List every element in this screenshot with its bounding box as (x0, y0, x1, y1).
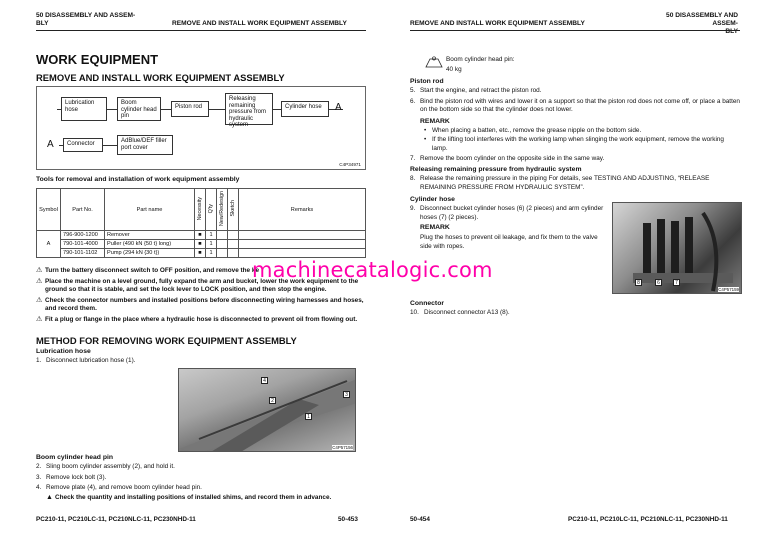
step-4: 4. Remove plate (4), and remove boom cylinder head pin. (36, 484, 202, 492)
col-sketch: Sketch (230, 200, 236, 217)
diagram-box-cylinder-hose: Cylinder hose (281, 101, 329, 117)
step-8: 8. Release the remaining pressure in the piping For details, see TESTING AND ADJUSTING, “RELEASE REMAINING PRESSURE FROM HYDRAULIC SYSTEM”. (410, 175, 710, 191)
step-5: 5. Start the engine, and retract the piston rod. (410, 87, 542, 94)
header-title: REMOVE AND INSTALL WORK EQUIPMENT ASSEMBLY (172, 20, 347, 27)
warning-item: ⚠ Fit a plug or flange in the place where a hydraulic hose is disconnected to prevent oil from flowing out. (36, 316, 358, 323)
warning-item: ⚠ Check the connector numbers and installed positions before disconnecting wiring harnesses and hoses, and record them. (36, 297, 364, 312)
diagram-box-piston-rod: Piston rod (171, 101, 209, 117)
photo-tag: 2 (269, 397, 276, 404)
diagram-box-connector: Connector (63, 138, 103, 152)
photo-tag: 1 (305, 413, 312, 420)
step-3: 3. Remove lock bolt (3). (36, 473, 107, 481)
photo-code: C4P57156 (332, 445, 353, 450)
footer-page-number: 50-453 (338, 516, 358, 523)
weight-value: 40 kg (446, 66, 462, 73)
footer-models: PC210-11, PC210LC-11, PC210NLC-11, PC230NHD-11 (568, 516, 728, 523)
list-item: • If the lifting tool interferes with the working lamp when slinging the work equipment, remove the working lamp. (424, 136, 724, 152)
photo-tag: 6 (655, 279, 662, 286)
photo-code: C4P57159 (718, 287, 739, 292)
step-2: 2. Sling boom cylinder assembly (2), and hold it. (36, 463, 175, 470)
photo-boom-cylinder (178, 368, 356, 452)
col-part-name: Part name (105, 189, 195, 231)
col-new-redesign: New/Redesign (219, 190, 225, 227)
method-heading: METHOD FOR REMOVING WORK EQUIPMENT ASSEMBLY (36, 335, 297, 346)
col-necessity: Necessity (197, 196, 203, 221)
step-6: 6. Bind the piston rod with wires and lower it on a support so that the piston rod does not come off, or place a batten on the bottom side so that the cylinder does not lower. (410, 97, 740, 114)
step-7: 7. Remove the boom cylinder on the opposite side in the same way. (410, 155, 605, 162)
col-symbol: Symbol (37, 189, 61, 231)
diagram-box-release-pressure: Releasing remaining pressure from hydraulic system (225, 93, 273, 125)
header-section: 50 DISASSEMBLY AND ASSEM- BLY (36, 12, 136, 27)
step-9: 9. Disconnect bucket cylinder hoses (6) (2 pieces) and arm cylinder hoses (7) (2 pieces). (410, 205, 604, 221)
remark-list (424, 127, 740, 153)
section-title: REMOVE AND INSTALL WORK EQUIPMENT ASSEMBLY (36, 72, 285, 83)
col-remarks: Remarks (239, 189, 366, 231)
diagram-box-boom-cylinder-head-pin: Boom cylinder head pin (117, 97, 161, 121)
lubrication-heading: Lubrication hose (36, 348, 91, 355)
flow-diagram (36, 86, 366, 170)
step-1: 1. Disconnect lubrication hose (1). (36, 357, 136, 364)
warning-item: ⚠ Place the machine on a level ground, fully expand the arm and bucket, lower the work equipment to the ground so that it is stable, and set the lock lever to LOCK position, and then stop the engine. (36, 278, 359, 293)
diagram-end-letter: A (335, 102, 342, 113)
step-10: 10. Disconnect connector A13 (8). (410, 309, 510, 316)
table-row: 790-101-1102 Pump (294 kN {30 t}) ■ 1 (37, 249, 366, 258)
list-item: • When placing a batten, etc., remove the grease nipple on the bottom side. (424, 127, 642, 134)
footer-page-number: 50-454 (410, 516, 430, 523)
table-row: A 796-900-1200 Remover ■ 1 (37, 231, 366, 240)
photo-tag: 3 (343, 391, 350, 398)
col-qty: Q'ty (208, 203, 214, 214)
footer-models: PC210-11, PC210LC-11, PC210NLC-11, PC230NHD-11 (36, 516, 196, 523)
remark-text-2: Plug the hoses to prevent oil leakage, and fix them to the valve side with ropes. (420, 234, 598, 250)
release-heading: Releasing remaining pressure from hydraulic system (410, 166, 582, 173)
warning-icon: ⚠ (36, 278, 43, 285)
symbol-cell: A (37, 231, 61, 258)
weight-label: Boom cylinder head pin: (446, 56, 515, 63)
watermark: machinecatalogic.com (252, 258, 493, 282)
photo-tag: 8 (635, 279, 642, 286)
col-part-no: Part No. (61, 189, 105, 231)
warning-icon: ⚠ (36, 267, 43, 274)
header-section: 50 DISASSEMBLY AND ASSEM- BLY (666, 12, 738, 35)
photo-tag: 4 (261, 377, 268, 384)
cylinder-hose-heading: Cylinder hose (410, 196, 455, 203)
header-rule (36, 30, 366, 31)
remark-heading-2: REMARK (420, 224, 450, 231)
weight-icon (424, 55, 444, 73)
piston-steps (410, 87, 740, 115)
photo-tag: 7 (673, 279, 680, 286)
header-title: REMOVE AND INSTALL WORK EQUIPMENT ASSEMBLY (410, 20, 585, 27)
warning-icon: ⚠ (36, 297, 43, 304)
check-icon: ▲ (46, 493, 53, 501)
tools-heading: Tools for removal and installation of work equipment assembly (36, 176, 240, 183)
warning-icon: ⚠ (36, 316, 43, 323)
header-rule (410, 30, 740, 31)
diagram-code: C4P34971 (339, 162, 361, 167)
photo-hydraulic-hoses (612, 202, 742, 294)
diagram-box-adblue-cover: AdBlue/DEF filler port cover (117, 135, 173, 155)
diagram-start-letter: A (47, 139, 54, 150)
piston-heading: Piston rod (410, 78, 444, 85)
diagram-box-lubrication-hose: Lubrication hose (61, 97, 107, 121)
check-note: ▲ Check the quantity and installing positions of installed shims, and record them in advance. (46, 493, 332, 501)
boom-steps (36, 463, 366, 502)
page-title: WORK EQUIPMENT (36, 52, 159, 67)
warning-item: ⚠ Turn the battery disconnect switch to OFF position, and remove the ke (36, 267, 259, 274)
boom-pin-heading: Boom cylinder head pin (36, 454, 114, 461)
tools-table (36, 188, 366, 258)
connector-heading: Connector (410, 300, 444, 307)
table-row: 790-101-4000 Puller (490 kN {50 t} long) ■ 1 (37, 240, 366, 249)
remark-heading: REMARK (420, 118, 450, 125)
